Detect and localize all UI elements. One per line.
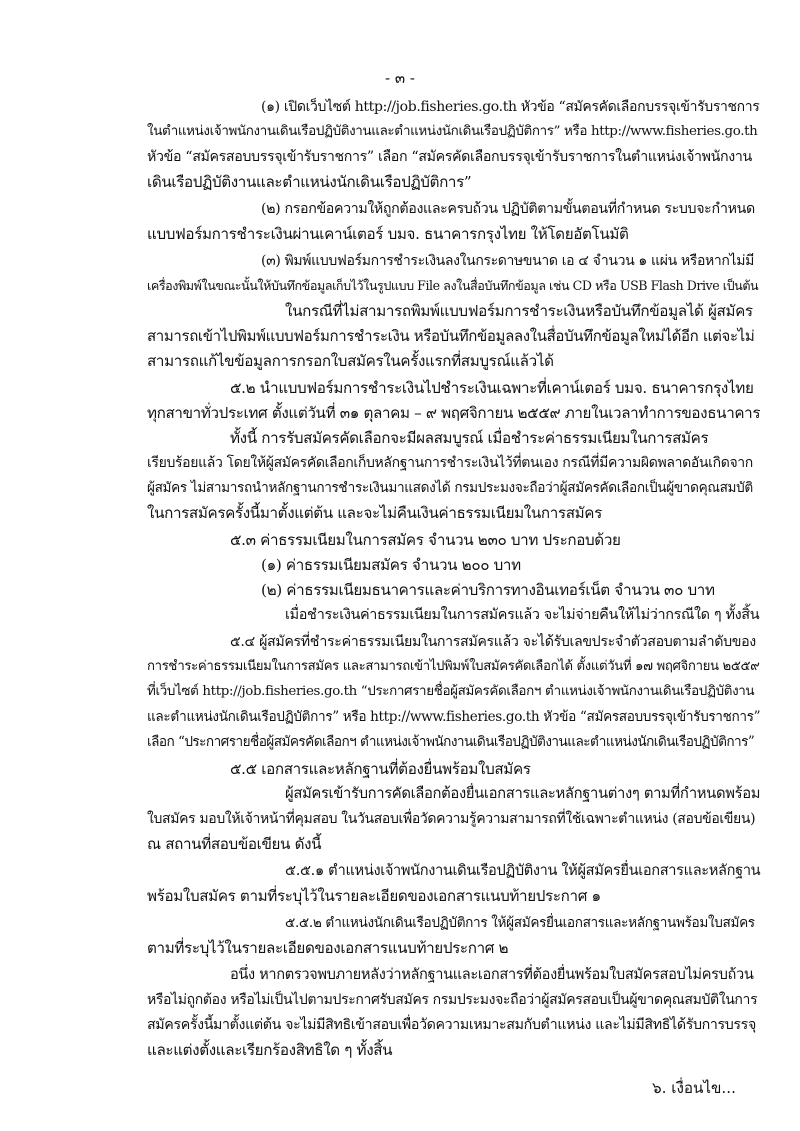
line-14: ทั้งนี้ การรับสมัครคัดเลือกจะมีผลสมบูรณ์ เมื่อชำระค่าธรรมเนียมในการสมัคร: [230, 429, 709, 447]
line-13: ทุกสาขาทั่วประเทศ ตั้งแต่วันที่ ๓๑ ตุลาคม – ๙ พฤศจิกายน ๒๕๕๙ ภายในเวลาทำการของธนาคาร: [147, 404, 761, 422]
line-35: อนึ่ง หากตรวจพบภายหลังว่าหลักฐานและเอกสารที่ต้องยื่นพร้อมใบสมัครสอบไม่ครบถ้วน: [230, 966, 754, 983]
line-4: เดินเรือปฏิบัติงานและตำแหน่งนักเดินเรือปฏิบัติการ”: [147, 173, 472, 191]
line-36: หรือไม่ถูกต้อง หรือไม่เป็นไปตามประกาศรับสมัคร กรมประมงจะถือว่าผู้สมัครสอบเป็นผู้ขาดคุณสมบัติในการ: [147, 992, 758, 1008]
line-27: ๕.๕ เอกสารและหลักฐานที่ต้องยื่นพร้อมใบสมัคร: [230, 760, 531, 778]
line-17: ในการสมัครครั้งนี้มาตั้งแต่ต้น และจะไม่คืนเงินค่าธรรมเนียมในการสมัคร: [147, 504, 602, 522]
line-11: สามารถแก้ไขข้อมูลการกรอกใบสมัครในครั้งแรกที่สมบูรณ์แล้วได้: [147, 352, 554, 370]
line-20: (๒) ค่าธรรมเนียมธนาคารและค่าบริการทางอินเทอร์เน็ต จำนวน ๓๐ บาท: [261, 581, 715, 599]
line-26: เลือก “ประกาศรายชื่อผู้สมัครคัดเลือกฯ ตำแหน่งเจ้าพนักงานเดินเรือปฏิบัติงานและตำแหน่งนักเดินเรือปฏิบัติการ”: [147, 734, 755, 750]
line-1: (๑) เปิดเว็บไซต์ http://job.fisheries.go.th หัวข้อ “สมัครคัดเลือกบรรจุเข้ารับราชการ: [261, 99, 760, 115]
line-31: ๕.๕.๑ ตำแหน่งเจ้าพนักงานเดินเรือปฏิบัติงาน ให้ผู้สมัครยื่นเอกสารและหลักฐาน: [285, 862, 761, 879]
line-33: ๕.๕.๒ ตำแหน่งนักเดินเรือปฏิบัติการ ให้ผู้สมัครยื่นเอกสารและหลักฐานพร้อมใบสมัคร: [285, 915, 755, 931]
line-21: เมื่อชำระเงินค่าธรรมเนียมในการสมัครแล้ว จะไม่จ่ายคืนให้ไม่ว่ากรณีใด ๆ ทั้งสิ้น: [285, 607, 760, 623]
line-25: และตำแหน่งนักเดินเรือปฏิบัติการ” หรือ http://www.fisheries.go.th หัวข้อ “สมัครสอบบรรจุเข้ารับราชการ”: [147, 709, 761, 725]
line-24: ที่เว็บไซต์ http://job.fisheries.go.th “ประกาศรายชื่อผู้สมัครคัดเลือกฯ ตำแหน่งเจ้าพนักงานเดินเรือปฏิบัติงาน: [147, 684, 755, 699]
line-34: ตามที่ระบุไว้ในรายละเอียดของเอกสารแนบท้ายประกาศ ๒: [147, 939, 509, 957]
line-8: เครื่องพิมพ์ในขณะนั้นให้บันทึกข้อมูลเก็บไว้ในรูปแบบ File ลงในสื่อบันทึกข้อมูล เช่น CD หรือ USB Flash Drive เป็นต้น: [147, 278, 759, 293]
line-2: ในตำแหน่งเจ้าพนักงานเดินเรือปฏิบัติงานและตำแหน่งนักเดินเรือปฏิบัติการ” หรือ http://www.fisheries.go.th: [147, 124, 758, 139]
line-28: ผู้สมัครเข้ารับการคัดเลือกต้องยื่นเอกสารและหลักฐานต่างๆ ตามที่กำหนดพร้อม: [285, 785, 761, 802]
line-32: พร้อมใบสมัคร ตามที่ระบุไว้ในรายละเอียดของเอกสารแนบท้ายประกาศ ๑: [147, 887, 601, 905]
line-5: (๒) กรอกข้อความให้ถูกต้องและครบถ้วน ปฏิบัติตามขั้นตอนที่กำหนด ระบบจะกำหนด: [261, 201, 755, 217]
line-9: ในกรณีที่ไม่สามารถพิมพ์แบบฟอร์มการชำระเงินหรือบันทึกข้อมูลได้ ผู้สมัคร: [285, 302, 753, 320]
line-30: ณ สถานที่สอบข้อเขียน ดังนี้: [147, 835, 322, 853]
line-6: แบบฟอร์มการชำระเงินผ่านเคาน์เตอร์ บมจ. ธนาคารกรุงไทย ให้โดยอัตโนมัติ: [147, 225, 629, 243]
line-18: ๕.๓ ค่าธรรมเนียมในการสมัคร จำนวน ๒๓๐ บาท ประกอบด้วย: [230, 531, 621, 549]
line-19: (๑) ค่าธรรมเนียมสมัคร จำนวน ๒๐๐ บาท: [261, 556, 521, 574]
line-22: ๕.๔ ผู้สมัครที่ชำระค่าธรรมเนียมในการสมัครแล้ว จะได้รับเลขประจำตัวสอบตามลำดับของ: [230, 634, 756, 650]
line-29: ใบสมัคร มอบให้เจ้าหน้าที่คุมสอบ ในวันสอบเพื่อวัดความรู้ความสามารถที่ใช้เฉพาะตำแหน่ง (สอบข้อเขียน): [147, 811, 756, 827]
line-10: สามารถเข้าไปพิมพ์แบบฟอร์มการชำระเงิน หรือบันทึกข้อมูลลงในสื่อบันทึกข้อมูลใหม่ได้อีก แต่จะไม่: [147, 327, 755, 345]
line-7: (๓) พิมพ์แบบฟอร์มการชำระเงินลงในกระดาษขนาด เอ ๔ จำนวน ๑ แผ่น หรือหากไม่มี: [261, 253, 754, 269]
line-16: ผู้สมัคร ไม่สามารถนำหลักฐานการชำระเงินมาแสดงได้ กรมประมงจะถือว่าผู้สมัครคัดเลือกเป็นผู้ขาดคุณสมบัติ: [147, 480, 753, 496]
line-3: หัวข้อ “สมัครสอบบรรจุเข้ารับราชการ” เลือก “สมัครคัดเลือกบรรจุเข้ารับราชการในตำแหน่งเจ้าพนักงาน: [147, 149, 752, 165]
line-23: การชำระค่าธรรมเนียมในการสมัคร และสามารถเข้าไปพิมพ์ใบสมัครคัดเลือกได้ ตั้งแต่วันที่ ๑๗ พฤศจิกายน ๒๕๕๙: [147, 659, 760, 674]
footer-continuation: ๖. เงื่อนไข...: [652, 1079, 736, 1097]
line-15: เรียบร้อยแล้ว โดยให้ผู้สมัครคัดเลือกเก็บหลักฐานการชำระเงินไว้ที่ตนเอง กรณีที่มีความผิดพลาดอันเกิดจาก: [147, 455, 753, 471]
page-number: - ๓ -: [385, 69, 415, 87]
line-12: ๕.๒ นำแบบฟอร์มการชำระเงินไปชำระเงินเฉพาะที่เคาน์เตอร์ บมจ. ธนาคารกรุงไทย: [230, 379, 754, 397]
line-37: สมัครครั้งนี้มาตั้งแต่ต้น จะไม่มีสิทธิเข้าสอบเพื่อวัดความเหมาะสมกับตำแหน่ง และไม่มีสิทธิได้รับการบรรจุ: [147, 1017, 756, 1033]
line-38: และแต่งตั้งและเรียกร้องสิทธิใด ๆ ทั้งสิ้น: [147, 1041, 393, 1059]
